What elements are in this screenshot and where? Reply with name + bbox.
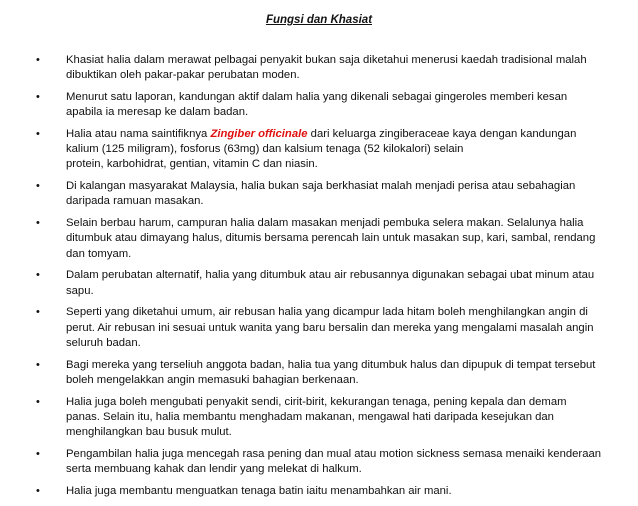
text-line: Menurut satu laporan, kandungan aktif dalam halia yang dikenali sebagai gingeroles memberi kesan: [66, 91, 568, 103]
text-line: perut. Air rebusan ini sesuai untuk wanita yang baru bersalin dan mereka yang mengalami masalah angin: [66, 321, 594, 334]
text-line: daripada ramuan masakan.: [66, 195, 204, 208]
list-item: [36, 447, 602, 477]
text-segment: dari keluarga zingiberaceae kaya dengan kandungan: [307, 128, 577, 140]
text-line: [66, 127, 596, 142]
text-line: sapu.: [66, 284, 94, 297]
list-item: [36, 216, 596, 262]
bullet-icon: •: [36, 306, 40, 319]
text-line: seluruh badan.: [66, 336, 141, 349]
bullet-icon: •: [36, 180, 40, 193]
bullet-icon: •: [36, 91, 40, 103]
list-item: [36, 358, 596, 388]
list-item: [36, 127, 596, 173]
text-line: Halia juga boleh mengubati penyakit sendi, cirit-birit, kekurangan tenaga, pening kepala dan demam: [66, 395, 567, 408]
list-item: [36, 53, 596, 83]
bullet-icon: •: [36, 358, 40, 371]
text-line: Selain berbau harum, campuran halia dalam masakan menjadi pembuka selera makan. Selalunya halia: [66, 217, 584, 230]
bullet-icon: •: [36, 447, 40, 460]
bullet-icon: •: [36, 128, 40, 140]
text-line: apabila ia meresap ke dalam badan.: [66, 106, 249, 119]
text-line: Seperti yang diketahui umum, air rebusan halia yang dicampur lada hitam boleh menghilangkan angin di: [66, 306, 588, 319]
text-line: dan tomyam.: [66, 247, 132, 260]
bullet-icon: •: [36, 395, 40, 408]
text-line: protein, karbohidrat, gentian, vitamin C dan niasin.: [66, 158, 318, 171]
text-line: dibuktikan oleh pakar-pakar perubatan moden.: [66, 69, 300, 82]
text-line: menghilangkan bau busuk mulut.: [66, 426, 232, 439]
bullet-icon: •: [36, 484, 40, 497]
bullet-list: [36, 53, 602, 506]
list-item: [36, 484, 596, 499]
list-item: [36, 268, 596, 298]
list-item: [36, 90, 596, 120]
text-line: Khasiat halia dalam merawat pelbagai penyakit bukan saja diketahui menerusi kaedah tradisional malah: [66, 54, 587, 66]
bullet-icon: •: [36, 217, 40, 230]
text-line: Dalam perubatan alternatif, halia yang ditumbuk atau air rebusannya digunakan sebagai ubat minum atau: [66, 269, 595, 282]
scientific-name: Zingiber officinale: [210, 128, 308, 140]
text-line: Bagi mereka yang terseliuh anggota badan, halia tua yang ditumbuk halus dan dipupuk di tempat tersebut: [66, 358, 596, 371]
text-line: ditumbuk atau dimayang halus, ditumis bersama perencah lain untuk masakan sup, kari, sambal, rendang: [66, 232, 596, 245]
text-line: Pengambilan halia juga mencegah rasa pening dan mual atau motion sickness semasa menaiki kenderaan: [66, 447, 602, 460]
text-line: panas. Selain itu, halia membantu menghadam makanan, mengawal hati daripada kesejukan dan: [66, 410, 554, 423]
list-item: [36, 179, 596, 209]
page-title: Fungsi dan Khasiat: [265, 14, 373, 26]
text-line: kalium (125 miligram), fosforus (63mg) dan kalsium tenaga (52 kilokalori) selain: [66, 143, 464, 156]
text-line: Halia juga membantu menguatkan tenaga batin iaitu menambahkan air mani.: [66, 484, 452, 497]
text-line: serta membuang kahak dan lendir yang melekat di halkum.: [66, 463, 362, 476]
list-item: [36, 305, 596, 351]
list-item: [36, 395, 596, 441]
bullet-icon: •: [36, 54, 40, 66]
text-line: Di kalangan masyarakat Malaysia, halia bukan saja berkhasiat malah menjadi perisa atau sebahagian: [66, 180, 576, 193]
bullet-icon: •: [36, 269, 40, 282]
text-segment: Halia atau nama saintifiknya: [66, 128, 211, 140]
text-line: boleh mengelakkan angin memasuki bahagian berkenaan.: [66, 373, 359, 386]
